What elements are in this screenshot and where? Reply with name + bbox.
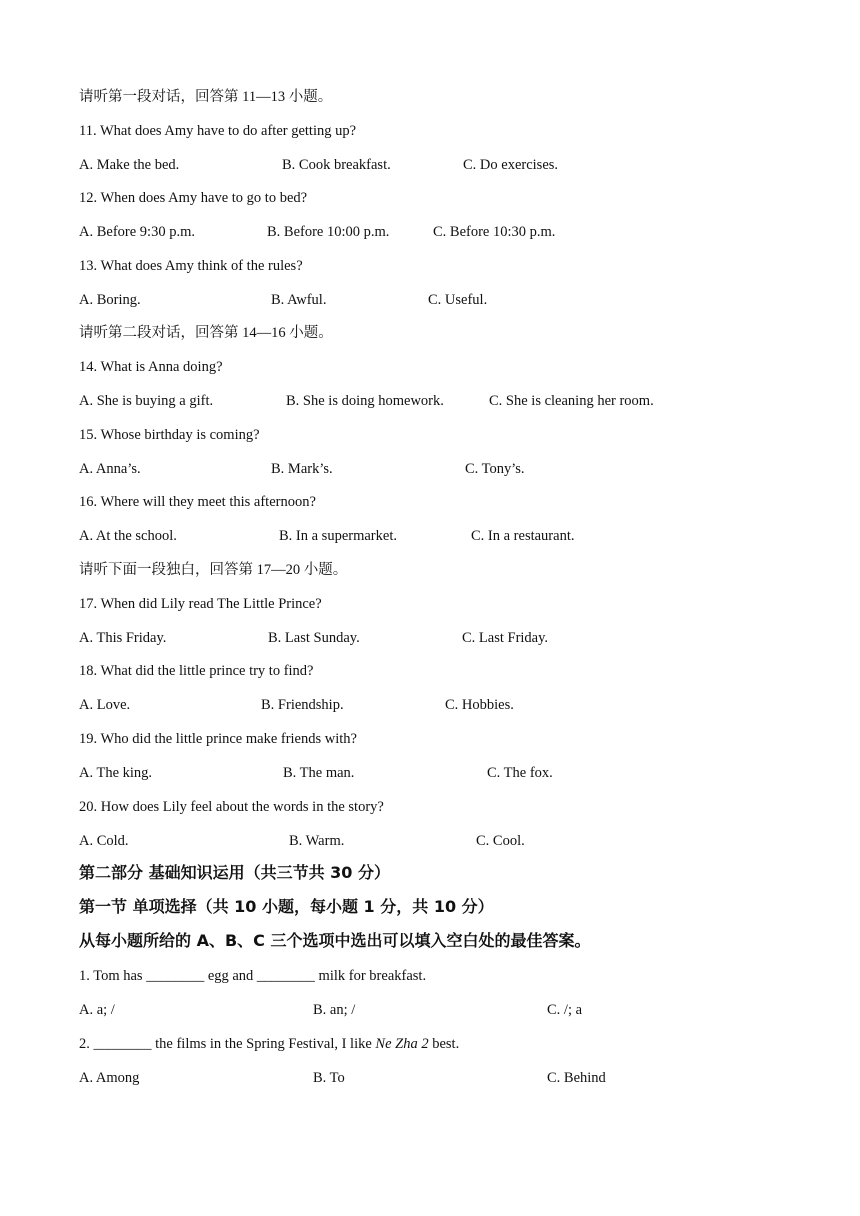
option-c: C. Tony’s. [465, 461, 525, 477]
question-stem: 14. What is Anna doing? [79, 359, 223, 375]
option-a: A. This Friday. [79, 630, 167, 646]
option-b: B. Awful. [271, 292, 327, 308]
part-heading: 第二部分 基础知识运用（共三节共 30 分） [79, 863, 390, 882]
section-intro: 请听下面一段独白，回答第 17—20 小题。 [79, 562, 348, 578]
option-b: B. To [313, 1070, 345, 1086]
option-a: A. Cold. [79, 833, 129, 849]
option-c: C. The fox. [487, 765, 553, 781]
option-a: A. Love. [79, 697, 131, 713]
question-stem: 19. Who did the little prince make friends with? [79, 731, 357, 747]
question-stem: 1. Tom has ________ egg and ________ milk for breakfast. [79, 968, 427, 984]
question-stem: 11. What does Amy have to do after getting up? [79, 123, 357, 139]
option-a: A. Among [79, 1070, 140, 1086]
option-a: A. At the school. [79, 528, 177, 544]
option-c: C. Last Friday. [462, 630, 549, 646]
option-c: C. /; a [547, 1002, 583, 1018]
question-stem: 13. What does Amy think of the rules? [79, 258, 303, 274]
section-intro: 请听第一段对话，回答第 11—13 小题。 [79, 89, 333, 105]
question-stem [79, 1035, 459, 1053]
option-b: B. Cook breakfast. [282, 157, 391, 173]
film-title: Ne Zha 2 [375, 1036, 429, 1052]
question-stem: 20. How does Lily feel about the words in the story? [79, 799, 384, 815]
option-b: B. Mark’s. [271, 461, 333, 477]
option-b: B. Friendship. [261, 697, 344, 713]
option-b: B. an; / [313, 1002, 356, 1018]
section-intro: 请听第二段对话，回答第 14—16 小题。 [79, 325, 333, 341]
option-b: B. She is doing homework. [286, 393, 444, 409]
option-c: C. Before 10:30 p.m. [433, 224, 556, 240]
option-c: C. Useful. [428, 292, 488, 308]
question-stem: 15. Whose birthday is coming? [79, 427, 260, 443]
instruction: 从每小题所给的 A、B、C 三个选项中选出可以填入空白处的最佳答案。 [79, 931, 591, 950]
option-a: A. Make the bed. [79, 157, 180, 173]
option-b: B. In a supermarket. [279, 528, 397, 544]
option-a: A. The king. [79, 765, 153, 781]
option-b: B. Last Sunday. [268, 630, 360, 646]
section-heading: 第一节 单项选择（共 10 小题，每小题 1 分，共 10 分） [79, 897, 494, 916]
option-c: C. Hobbies. [445, 697, 514, 713]
option-b: B. Warm. [289, 833, 345, 849]
option-a: A. a; / [79, 1002, 115, 1018]
question-stem: 18. What did the little prince try to find? [79, 663, 314, 679]
option-a: A. She is buying a gift. [79, 393, 214, 409]
option-c: C. In a restaurant. [471, 528, 575, 544]
option-a: A. Before 9:30 p.m. [79, 224, 195, 240]
option-c: C. Behind [547, 1070, 606, 1086]
option-b: B. Before 10:00 p.m. [267, 224, 390, 240]
option-b: B. The man. [283, 765, 355, 781]
option-a: A. Anna’s. [79, 461, 141, 477]
stem-text: best. [428, 1036, 460, 1052]
option-a: A. Boring. [79, 292, 141, 308]
question-stem: 16. Where will they meet this afternoon? [79, 494, 316, 510]
question-stem: 12. When does Amy have to go to bed? [79, 190, 308, 206]
question-stem: 17. When did Lily read The Little Prince? [79, 596, 322, 612]
stem-text: 2. ________ the films in the Spring Festival, I like [79, 1036, 376, 1052]
option-c: C. Cool. [476, 833, 525, 849]
option-c: C. Do exercises. [463, 157, 559, 173]
option-c: C. She is cleaning her room. [489, 393, 654, 409]
